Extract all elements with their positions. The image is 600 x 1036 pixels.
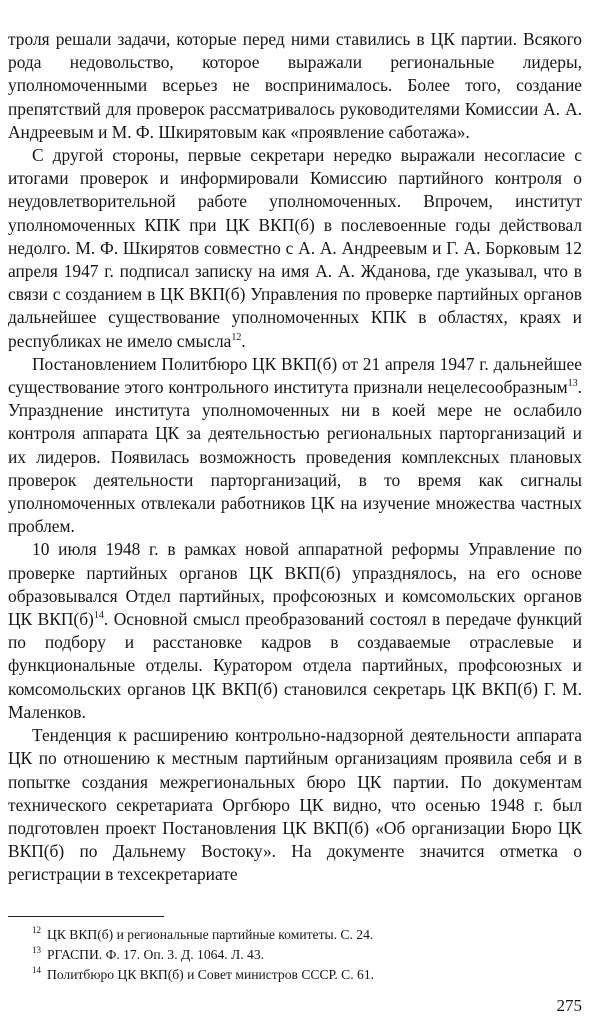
paragraph-1 [8, 28, 582, 144]
footnote-ref-13: 13 [567, 378, 578, 390]
footnotes [32, 925, 582, 985]
footnote-number: 13 [32, 945, 41, 956]
paragraph-3-end: . Упразднение института уполномоченных ни в коей мере не ослабило контроля аппарата ЦК за деятельностью региональных парторганизаций и их лидеров. Появилась возможность проведения комплексных плановых проверок деятельности парторганизаций, в то время как сигналы уполномоченных отвлекали работников ЦК на изучение множества частных проблем. [8, 377, 582, 537]
footnote-number: 14 [32, 965, 41, 976]
footnote-text: ЦК ВКП(б) и региональные партийные комитеты. С. 24. [47, 927, 374, 942]
footnote-14 [32, 965, 582, 985]
page-number: 275 [556, 996, 582, 1015]
footnote-number: 12 [32, 925, 41, 936]
paragraph-2-end: . [241, 330, 246, 351]
paragraph-4-end: . Основной смысл преобразований состоял в передаче функций по подбору и расстановке кадров в создаваемые отраслевые и функциональные отделы. Куратором отдела партийных, профсоюзных и комсомольских органов ЦК ВКП(б) становился секретарь ЦК ВКП(б) Г. М. Маленков. [8, 609, 583, 722]
paragraph-4-text: 10 июля 1948 г. в рамках новой аппаратной реформы Управление по проверке партийных органов ЦК ВКП(б) упразднялось, на его основе образовывался Отдел партийных, профсоюзных и комсомольских органов ЦК ВКП(б) [8, 539, 582, 630]
paragraph-3 [8, 353, 582, 539]
footnote-divider [8, 916, 164, 917]
paragraph-1-text: троля решали задачи, которые перед ними ставились в ЦК партии. Всякого рода недовольство, которое выражали региональные лидеры, уполномоченными всерьез не воспринималось. Более того, создание препятствий для проверок рассматривалось руководителями Комиссии А. А. Андреевым и М. Ф. Шкирятовым как «проявление саботажа». [8, 29, 582, 142]
footnote-text: Политбюро ЦК ВКП(б) и Совет министров СССР. С. 61. [47, 967, 375, 982]
footnote-ref-12: 12 [231, 331, 242, 343]
paragraph-5-text: Тенденция к расширению контрольно-надзорной деятельности аппарата ЦК по отношению к местным партийным организациям проявила себя и в попытке создания межрегиональных бюро ЦК партии. По документам технического секретариата Оргбюро ЦК видно, что осенью 1948 г. был подготовлен проект Постановления ЦК ВКП(б) «Об организации Бюро ЦК ВКП(б) по Дальнему Востоку». На документе значится отметка о регистрации в техсекретариате [8, 725, 582, 885]
footnote-13 [32, 945, 582, 965]
paragraph-4 [8, 538, 582, 724]
paragraph-2 [8, 144, 582, 353]
paragraph-3-text: Постановлением Политбюро ЦК ВКП(б) от 21 апреля 1947 г. дальнейшее существование этого контрольного института признали нецелесообразным [8, 353, 582, 398]
footnote-ref-14: 14 [93, 610, 104, 622]
footnote-text: РГАСПИ. Ф. 17. Оп. 3. Д. 1064. Л. 43. [47, 947, 265, 962]
footnote-12 [32, 925, 582, 945]
paragraph-2-text: С другой стороны, первые секретари нередко выражали несогласие с итогами проверок и информировали Комиссию партийного контроля о неудовлетворительной работе уполномоченных. Впрочем, институт уполномоченных КПК при ЦК ВКП(б) в послевоенные годы действовал недолго. М. Ф. Шкирятов совместно с А. А. Андреевым и Г. А. Борковым 12 апреля 1947 г. подписал записку на имя А. А. Жданова, где указывал, что в связи с созданием в ЦК ВКП(б) Управления по проверке партийных органов дальнейшее существование уполномоченных КПК в областях, краях и республиках не имело смысла [8, 145, 582, 351]
paragraph-5 [8, 724, 582, 886]
body-text [8, 28, 582, 887]
